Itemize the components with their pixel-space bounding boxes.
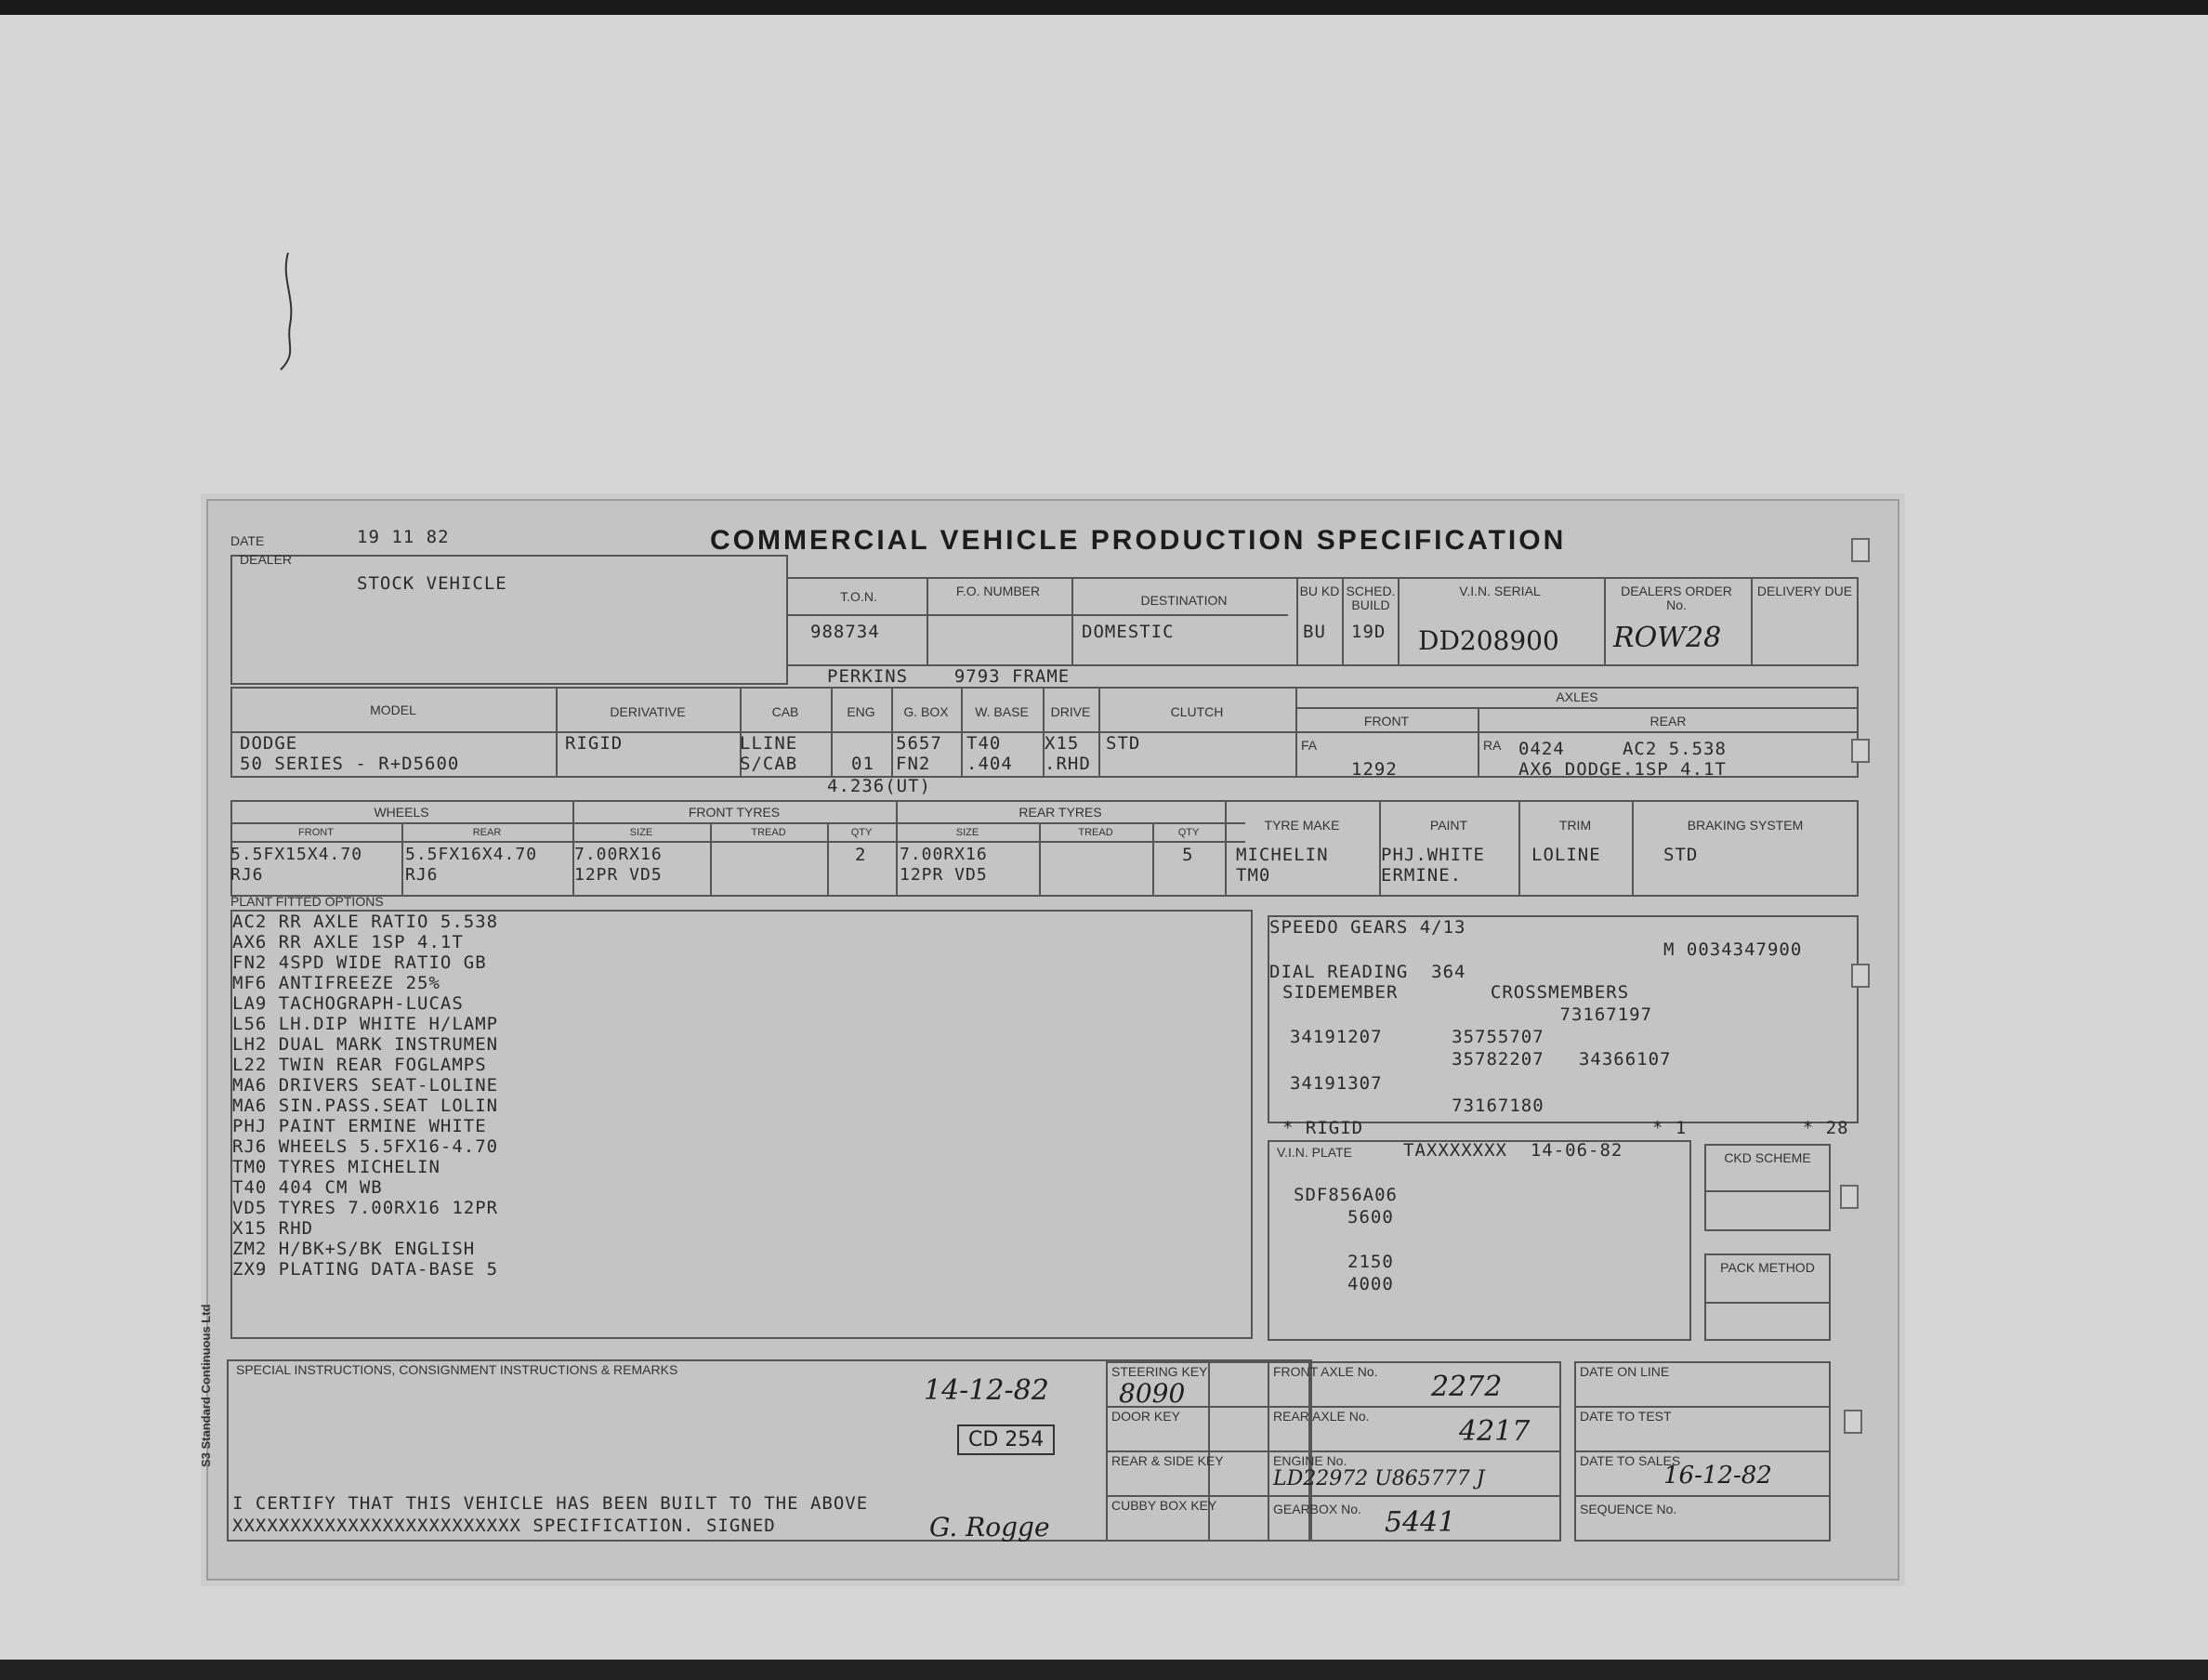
member-headings: SIDEMEMBER CROSSMEMBERS [1282,982,1630,1003]
member-line-2: 34191207 35755707 [1290,1027,1544,1047]
option-line: MA6 DRIVERS SEAT-LOLINE [232,1075,499,1096]
tyre-make-value-1: MICHELIN [1236,845,1329,865]
sched-build-value: 19D [1351,622,1387,642]
vin-plate-header: TAXXXXXXX 14-06-82 [1403,1140,1623,1161]
signature: G. Rogge [929,1512,1050,1542]
gearbox-number-label: GEARBOX No. [1273,1502,1361,1516]
rear-tyres-qty-label: QTY [1177,827,1200,838]
gbox-value-1: 5657 [896,733,942,754]
front-tyres-size-label: SIZE [629,827,653,838]
engine-number-label: ENGINE No. [1273,1453,1347,1468]
option-line: AC2 RR AXLE RATIO 5.538 [232,912,499,932]
drive-value-2: .RHD [1045,754,1091,774]
front-tyres-label: FRONT TYRES [688,805,781,820]
vin-plate-line-5: 4000 [1347,1274,1394,1294]
clutch-label: CLUTCH [1170,704,1224,719]
steering-key-label: STEERING KEY [1111,1364,1208,1379]
date-to-test-label: DATE TO TEST [1580,1409,1672,1424]
eng-label: ENG [847,704,875,719]
option-line: LH2 DUAL MARK INSTRUMEN [232,1034,499,1055]
date-to-sales-value: 16-12-82 [1663,1462,1772,1490]
wheel-rear-value-1: 5.5FX16X4.70 [405,845,538,864]
wheel-rear-value-2: RJ6 [405,865,439,885]
ton-label: T.O.N. [840,589,877,604]
front-axle-number-label: FRONT AXLE No. [1273,1364,1378,1379]
wbase-value-1: T40 [966,733,1002,754]
paint-value-1: PHJ.WHITE [1381,845,1485,865]
member-line-1: 73167197 [1282,1004,1653,1025]
front-tyre-size-2: 12PR VD5 [574,865,663,885]
delivery-due-label: DELIVERY DUE [1756,584,1853,598]
option-line: TM0 TYRES MICHELIN [232,1157,440,1177]
rear-axle-number-label: REAR AXLE No. [1273,1409,1370,1424]
paint-value-2: ERMINE. [1381,865,1463,886]
edge-check-box [1851,739,1870,763]
destination-label: DESTINATION [1140,593,1228,608]
edge-check-box [1844,1410,1862,1434]
options-label: PLANT FITTED OPTIONS [230,894,384,909]
dealer-label: DEALER [240,552,293,567]
rear-tyre-size-2: 12PR VD5 [900,865,988,885]
rear-axle-number-value: 4217 [1459,1415,1531,1448]
drive-value-1: X15 [1045,733,1080,754]
member-line-6: * RIGID * 1 * 28 [1282,1118,1849,1138]
cab-label: CAB [771,704,799,719]
bukd-label: BU KD [1299,584,1340,598]
ckd-scheme-label: CKD SCHEME [1724,1150,1811,1165]
wbase-value-2: .404 [966,754,1013,774]
dealer-box [230,552,788,685]
option-line: PHJ PAINT ERMINE WHITE [232,1116,487,1136]
scan-hair-mark [279,251,316,372]
dealer-value: STOCK VEHICLE [357,573,507,594]
vin-plate-line-2: 5600 [1347,1207,1394,1227]
front-axle-code: 1292 [1351,759,1398,780]
front-tyres-tread-label: TREAD [751,827,786,838]
gbox-value-2: FN2 [896,754,931,774]
special-instructions-label: SPECIAL INSTRUCTIONS, CONSIGNMENT INSTRUCTIONS & REMARKS [236,1362,678,1377]
cab-value-1: LLINE [740,733,798,754]
date-label: DATE [230,533,265,548]
rear-tyres-size-label: SIZE [955,827,979,838]
date-to-sales-label: DATE TO SALES [1580,1453,1681,1468]
specification-card [199,499,1899,1581]
option-line: ZM2 H/BK+S/BK ENGLISH [232,1239,476,1259]
option-line: MF6 ANTIFREEZE 25% [232,973,440,993]
option-line: LA9 TACHOGRAPH-LUCAS [232,993,464,1014]
edge-check-box [1840,1185,1859,1209]
trim-value: LOLINE [1531,845,1601,865]
date-value: 19 11 82 [357,527,450,547]
speedo-reference: M 0034347900 [1663,939,1803,960]
eng-value: 01 [851,754,874,774]
front-tyre-qty: 2 [855,845,867,865]
option-line: RJ6 WHEELS 5.5FX16-4.70 [232,1136,499,1157]
option-line: L56 LH.DIP WHITE H/LAMP [232,1014,499,1034]
sched-build-label: SCHED. BUILD [1346,584,1396,612]
rear-axle-code-2: AX6 DODGE.1SP 4.1T [1518,759,1727,780]
option-line: ZX9 PLATING DATA-BASE 5 [232,1259,499,1280]
printer-side-text: S3 Standard Continuous Ltd [199,1304,213,1467]
tyre-make-label: TYRE MAKE [1264,818,1340,833]
member-line-4: 34191307 [1290,1073,1383,1094]
vin-serial-label: V.I.N. SERIAL [1459,584,1541,598]
derivative-label: DERIVATIVE [610,704,686,719]
destination-value: DOMESTIC [1082,622,1175,642]
door-key-label: DOOR KEY [1111,1409,1180,1424]
date-on-line-label: DATE ON LINE [1580,1364,1670,1379]
certification-line-1: I CERTIFY THAT THIS VEHICLE HAS BEEN BUILT TO THE ABOVE [232,1493,869,1514]
edge-check-box [1851,964,1870,988]
ton-value: 988734 [810,622,880,642]
vin-plate-box [1268,1140,1691,1341]
tyre-make-value-2: TM0 [1236,865,1271,886]
model-value-2: 50 SERIES - R+D5600 [240,754,460,774]
axle-front-label: FRONT [1363,714,1410,728]
wheel-front-value-2: RJ6 [230,865,264,885]
wbase-label: W. BASE [975,704,1029,719]
vin-plate-line-4: 2150 [1347,1252,1394,1272]
vin-plate-label: V.I.N. PLATE [1277,1145,1352,1160]
rear-tyres-label: REAR TYRES [1019,805,1102,820]
derivative-value: RIGID [565,733,624,754]
option-line: MA6 SIN.PASS.SEAT LOLIN [232,1096,499,1116]
braking-system-label: BRAKING SYSTEM [1687,818,1804,833]
dealers-order-value: ROW28 [1613,622,1722,654]
clutch-value: STD [1106,733,1141,754]
rear-axle-code-1: 0424 AC2 5.538 [1518,739,1727,759]
certification-line-2: XXXXXXXXXXXXXXXXXXXXXXXXX SPECIFICATION. SIGNED [232,1516,776,1536]
axle-rear-label: REAR [1649,714,1687,728]
member-line-3: 35782207 34366107 [1290,1049,1672,1070]
wheel-front-value-1: 5.5FX15X4.70 [230,845,363,864]
rear-tyre-size-1: 7.00RX16 [900,845,988,864]
bukd-value: BU [1303,622,1326,642]
scan-bottom-edge [0,1660,2208,1680]
options-list [232,912,498,1280]
dial-reading: DIAL READING 364 [1269,962,1466,982]
cab-value-2: S/CAB [740,754,798,774]
dealers-order-label: DEALERS ORDER No. [1621,584,1732,612]
drive-label: DRIVE [1050,704,1091,719]
fa-label: FA [1301,738,1318,753]
option-line: AX6 RR AXLE 1SP 4.1T [232,932,464,952]
vin-plate-line-1: SDF856A06 [1294,1185,1398,1205]
option-line: X15 RHD [232,1218,314,1239]
wheels-label: WHEELS [374,805,429,820]
gbox-label: G. BOX [903,704,949,719]
engine-number-value: LD22972 U865777 J [1273,1467,1485,1490]
option-line: T40 404 CM WB [232,1177,383,1198]
wheels-front-label: FRONT [298,827,334,838]
vin-serial-value: DD208900 [1418,625,1559,656]
option-line: FN2 4SPD WIDE RATIO GB [232,952,487,973]
rear-tyres-tread-label: TREAD [1078,827,1113,838]
rear-side-key-label: REAR & SIDE KEY [1111,1453,1224,1468]
front-tyre-size-1: 7.00RX16 [574,845,663,864]
option-line: L22 TWIN REAR FOGLAMPS [232,1055,487,1075]
handwritten-date: 14-12-82 [924,1374,1049,1407]
inspection-stamp: CD 254 [957,1424,1055,1455]
model-label: MODEL [370,702,416,717]
member-line-5: 73167180 [1290,1096,1544,1116]
pack-method-label: PACK METHOD [1720,1260,1815,1275]
option-line: VD5 TYRES 7.00RX16 12PR [232,1198,499,1218]
paint-label: PAINT [1429,818,1468,833]
speedo-gears: SPEEDO GEARS 4/13 [1269,917,1466,938]
fo-label: F.O. NUMBER [955,584,1041,598]
front-tyres-qty-label: QTY [850,827,873,838]
scan-top-edge [0,0,2208,15]
steering-key-value: 8090 [1119,1378,1186,1409]
form-title: COMMERCIAL VEHICLE PRODUCTION SPECIFICATION [710,525,1567,556]
trim-label: TRIM [1558,818,1592,833]
front-axle-number-value: 2272 [1431,1371,1503,1403]
model-value-1: DODGE [240,733,298,754]
engine-code: 4.236(UT) [827,776,931,796]
braking-system-value: STD [1663,845,1699,865]
gearbox-number-value: 5441 [1385,1506,1456,1539]
ra-label: RA [1483,738,1502,753]
axles-label: AXLES [1556,689,1598,704]
rear-tyre-qty: 5 [1182,845,1194,865]
wheels-rear-label: REAR [472,827,502,838]
sequence-number-label: SEQUENCE No. [1580,1502,1677,1516]
perkins-line: PERKINS 9793 FRAME [827,666,1071,687]
edge-check-box [1851,538,1870,562]
cubby-box-key-label: CUBBY BOX KEY [1111,1498,1217,1513]
